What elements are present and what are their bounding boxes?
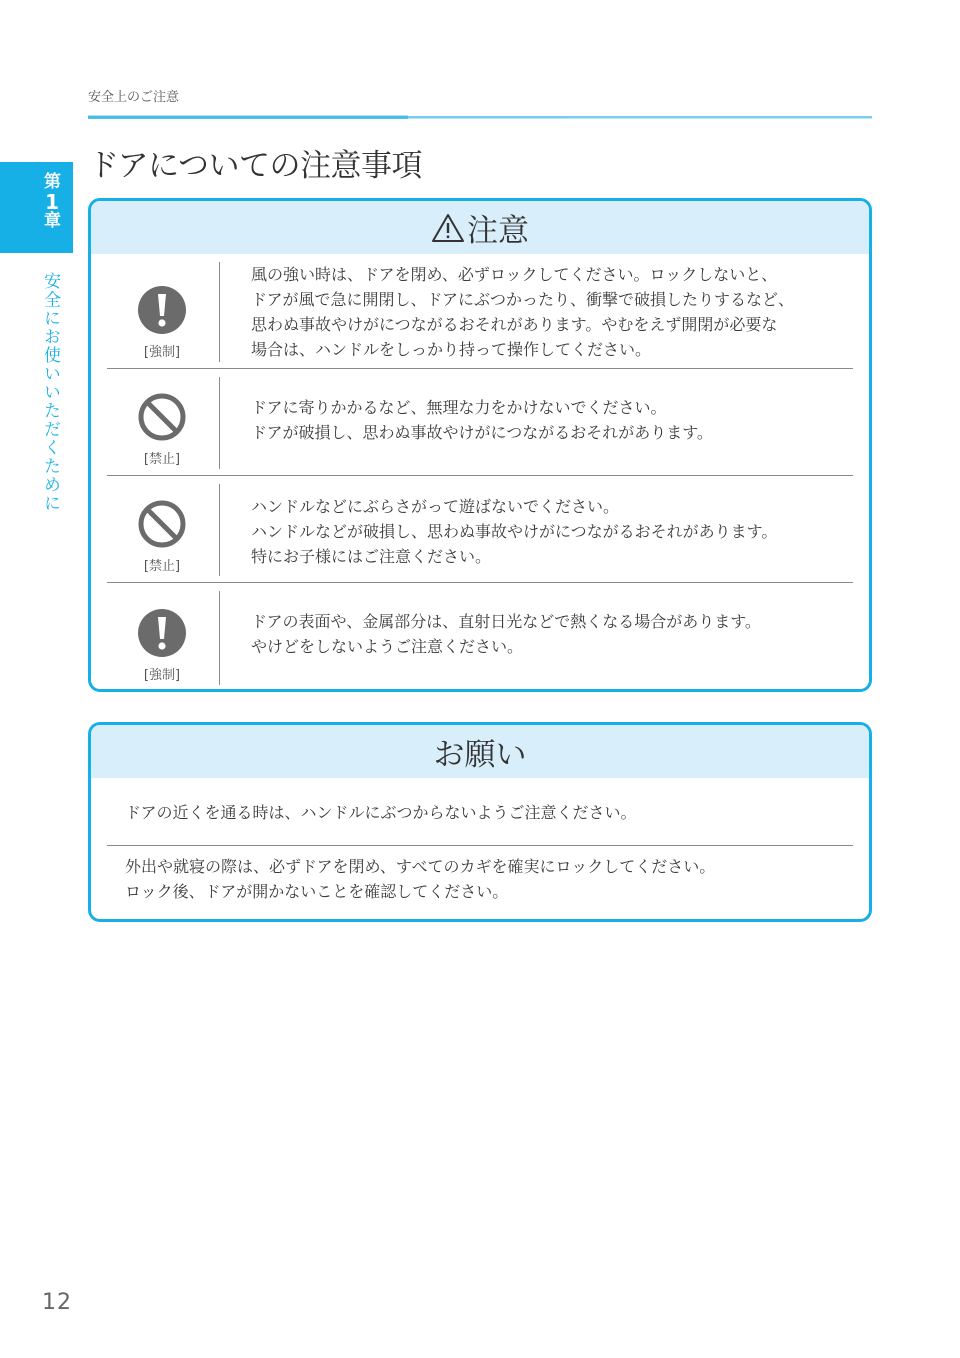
request-text-line: 外出や就寝の際は、必ずドアを閉め、すべてのカギを確実にロックしてください。 [125, 857, 716, 876]
prohibited-label: [禁止] [143, 452, 181, 467]
column-divider [219, 377, 220, 469]
request-box [88, 722, 872, 922]
request-text-line: ドアの近くを通る時は、ハンドルにぶつからないようご注意ください。 [125, 803, 637, 822]
caution-text-line: ドアに寄りかかるなど、無理な力をかけないでください。 [251, 398, 667, 417]
exclamation-circle-icon [137, 285, 187, 335]
caution-item [107, 369, 853, 476]
warning-triangle-icon [431, 213, 465, 243]
mandatory-label: [強制] [143, 668, 181, 683]
request-title: お願い [433, 737, 527, 773]
prohibited-icon [137, 392, 187, 442]
exclamation-circle-icon [137, 608, 187, 658]
chapter-number: 1 [45, 189, 59, 214]
request-text-line: ロック後、ドアが開かないことを確認してください。 [125, 882, 509, 901]
chapter-tab [0, 162, 73, 253]
prohibited-icon [137, 499, 187, 549]
caution-text-line: 風の強い時は、ドアを閉め、必ずロックしてください。ロックしないと、 [251, 265, 778, 284]
breadcrumb: 安全上のご注意 [88, 90, 180, 105]
caution-title: 注意 [467, 213, 529, 249]
caution-item [107, 254, 853, 369]
caution-text-line: 場合は、ハンドルをしっかり持って操作してください。 [251, 340, 652, 359]
caution-text-line: 特にお子様にはご注意ください。 [251, 547, 492, 566]
page-number: 12 [42, 1290, 72, 1315]
prohibited-label: [禁止] [143, 559, 181, 574]
caution-item [107, 476, 853, 583]
mandatory-label: [強制] [143, 345, 181, 360]
request-item [107, 778, 853, 846]
request-header [91, 725, 869, 778]
caution-text-line: ドアが風で急に開閉し、ドアにぶつかったり、衝撃で破損したりするなど、 [251, 290, 795, 309]
chapter-suffix: 章 [44, 210, 61, 231]
chapter-prefix: 第 [44, 172, 61, 192]
section-side-label: 安全にお使いいただくために [40, 272, 60, 513]
column-divider [219, 591, 220, 685]
caution-box [88, 198, 872, 692]
request-item [107, 846, 853, 904]
caution-header [91, 201, 869, 254]
caution-text-line: ハンドルなどにぶらさがって遊ばないでください。 [251, 497, 620, 516]
caution-text-line: ドアが破損し、思わぬ事故やけがにつながるおそれがあります。 [251, 423, 713, 442]
caution-text-line: やけどをしないようご注意ください。 [251, 637, 524, 656]
caution-text-line: ドアの表面や、金属部分は、直射日光などで熱くなる場合があります。 [251, 612, 761, 631]
column-divider [219, 484, 220, 576]
page-title: ドアについての注意事項 [88, 148, 422, 184]
caution-text-line: 思わぬ事故やけがにつながるおそれがあります。やむをえず開閉が必要な [251, 315, 778, 334]
caution-item [107, 583, 853, 691]
column-divider [219, 262, 220, 362]
decorative-brush-divider [88, 115, 872, 120]
caution-text-line: ハンドルなどが破損し、思わぬ事故やけがにつながるおそれがあります。 [251, 522, 778, 541]
